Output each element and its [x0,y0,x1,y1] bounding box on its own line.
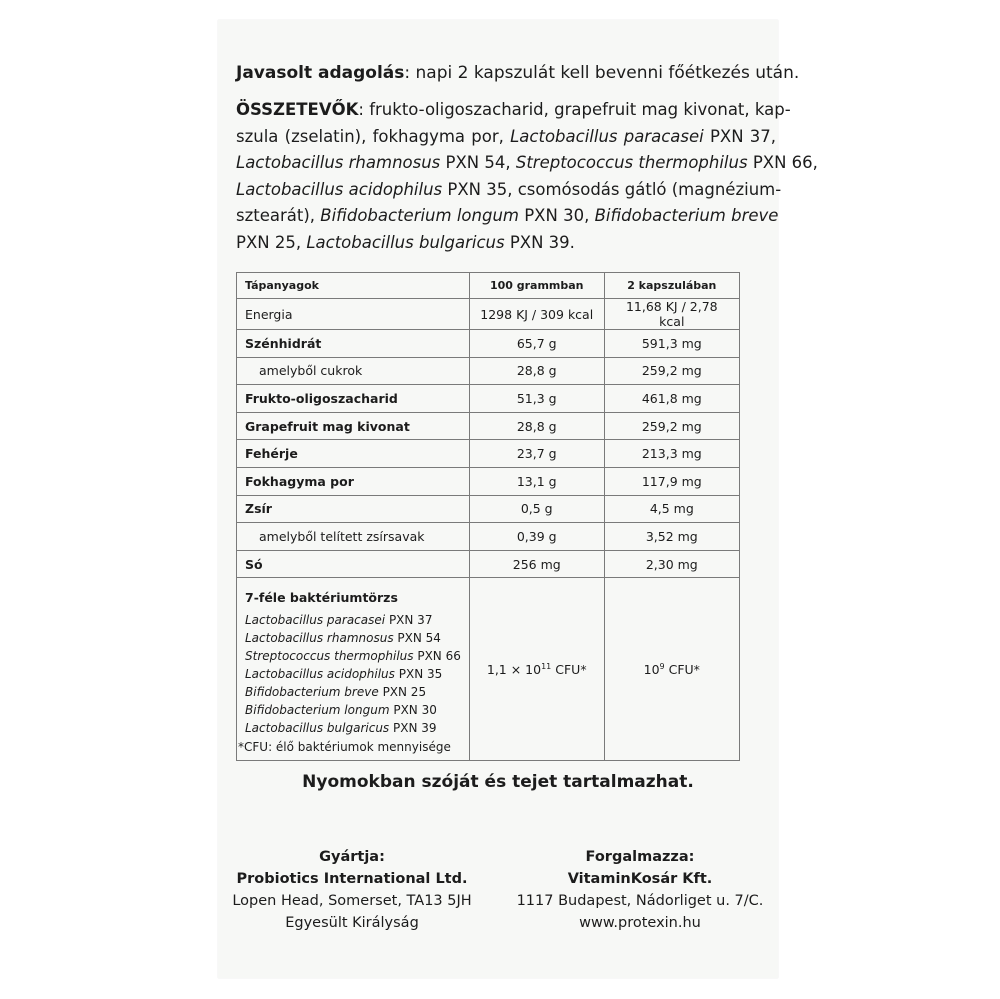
row-label: amelyből telített zsírsavak [237,523,470,551]
row-label: Só [237,550,470,578]
strain-item: Bifidobacterium breve PXN 25 [245,685,427,700]
cfu-footnote: *CFU: élő baktériumok mennyisége [238,740,451,754]
table-row [237,330,740,358]
row-label: Energia [237,299,470,330]
cfu-per-100g: $1,1 \times 10^{11}$ CFU* [469,578,604,761]
cfu-per-2-capsules: $10^9$ CFU* [604,578,739,761]
value-per-100g: 0,5 g [469,495,604,523]
bacteria-title: 7-féle baktériumtörzs [245,590,398,606]
value-per-100g: 28,8 g [469,412,604,440]
ingredients-line: sztearát), Bifidobacterium longum PXN 30, Bifidobacterium breve [236,206,779,225]
value-per-2-capsules: 4,5 mg [604,495,739,523]
dosage-instructions: : napi 2 kapszulát kell bevenni főétkezés után. [404,63,800,83]
table-row [237,523,740,551]
ingredients-line: Lactobacillus rhamnosus PXN 54, Streptococcus thermophilus PXN 66, [236,153,818,172]
manufacturer-address: Lopen Head, Somerset, TA13 5JH [232,893,472,909]
allergen-warning: Nyomokban szóját és tejet tartalmazhat. [302,772,694,792]
value-per-2-capsules: 461,8 mg [604,385,739,413]
distributor-address: 1117 Budapest, Nádorliget u. 7/C. [516,893,764,909]
strain-item: Lactobacillus rhamnosus PXN 54 [245,631,441,646]
row-label: Frukto-oligoszacharid [237,385,470,413]
row-label: Fehérje [237,440,470,468]
table-row [237,357,740,385]
distributor-heading: Forgalmazza: [585,849,695,865]
dosage-text [236,60,800,86]
ingredients-line: szula (zselatin), fokhagyma por, Lactobacillus paracasei PXN 37, [236,126,777,146]
value-per-2-capsules: 117,9 mg [604,467,739,495]
ingredients-text [236,97,818,256]
row-label: Szénhidrát [237,330,470,358]
strain-item: Lactobacillus paracasei PXN 37 [245,613,433,628]
manufacturer-country: Egyesült Királyság [285,915,419,931]
manufacturer-name: Probiotics International Ltd. [236,871,468,887]
ingredients-line: PXN 25, Lactobacillus bulgaricus PXN 39. [236,232,575,252]
column-header-per-100g: 100 grammban [469,273,604,299]
strain-item: Lactobacillus bulgaricus PXN 39 [245,721,437,736]
bacteria-cell [237,578,470,761]
row-label: amelyből cukrok [237,357,470,385]
row-label: Grapefruit mag kivonat [237,412,470,440]
table-header-row [237,273,740,299]
value-per-100g: 1298 KJ / 309 kcal [469,299,604,330]
value-per-100g: 51,3 g [469,385,604,413]
row-label: Zsír [237,495,470,523]
value-per-100g: 0,39 g [469,523,604,551]
value-per-100g: 28,8 g [469,357,604,385]
table-row [237,495,740,523]
value-per-100g: 65,7 g [469,330,604,358]
strain-item: Streptococcus thermophilus PXN 66 [245,649,461,664]
ingredients-line: ÖSSZETEVŐK: frukto-oligoszacharid, grapefruit mag kivonat, kap- [236,100,791,119]
value-per-2-capsules: 2,30 mg [604,550,739,578]
value-per-100g: 256 mg [469,550,604,578]
manufacturer-heading: Gyártja: [319,849,385,865]
ingredients-label: ÖSSZETEVŐK [236,100,359,119]
table-row [237,412,740,440]
ingredients-line: Lactobacillus acidophilus PXN 35, csomósodás gátló (magnézium- [236,179,782,199]
strain-item: Bifidobacterium longum PXN 30 [245,703,437,718]
row-label: Fokhagyma por [237,467,470,495]
value-per-2-capsules: 259,2 mg [604,412,739,440]
manufacturer-block [222,846,482,934]
value-per-2-capsules: 259,2 mg [604,357,739,385]
value-per-2-capsules: 213,3 mg [604,440,739,468]
column-header-nutrients: Tápanyagok [237,273,470,299]
distributor-block [510,846,770,934]
strain-item: Lactobacillus acidophilus PXN 35 [245,667,443,682]
value-per-2-capsules: 11,68 KJ / 2,78 kcal [604,299,739,330]
value-per-2-capsules: 591,3 mg [604,330,739,358]
bacteria-row [237,578,740,761]
value-per-100g: 13,1 g [469,467,604,495]
table-row [237,385,740,413]
distributor-website: www.protexin.hu [579,915,701,931]
dosage-label: Javasolt adagolás [236,63,405,83]
table-row [237,550,740,578]
distributor-name: VitaminKosár Kft. [567,871,713,887]
value-per-100g: 23,7 g [469,440,604,468]
value-per-2-capsules: 3,52 mg [604,523,739,551]
table-row [237,440,740,468]
table-row [237,299,740,330]
column-header-per-2-capsules: 2 kapszulában [604,273,739,299]
nutrition-table [236,272,740,761]
table-row [237,467,740,495]
